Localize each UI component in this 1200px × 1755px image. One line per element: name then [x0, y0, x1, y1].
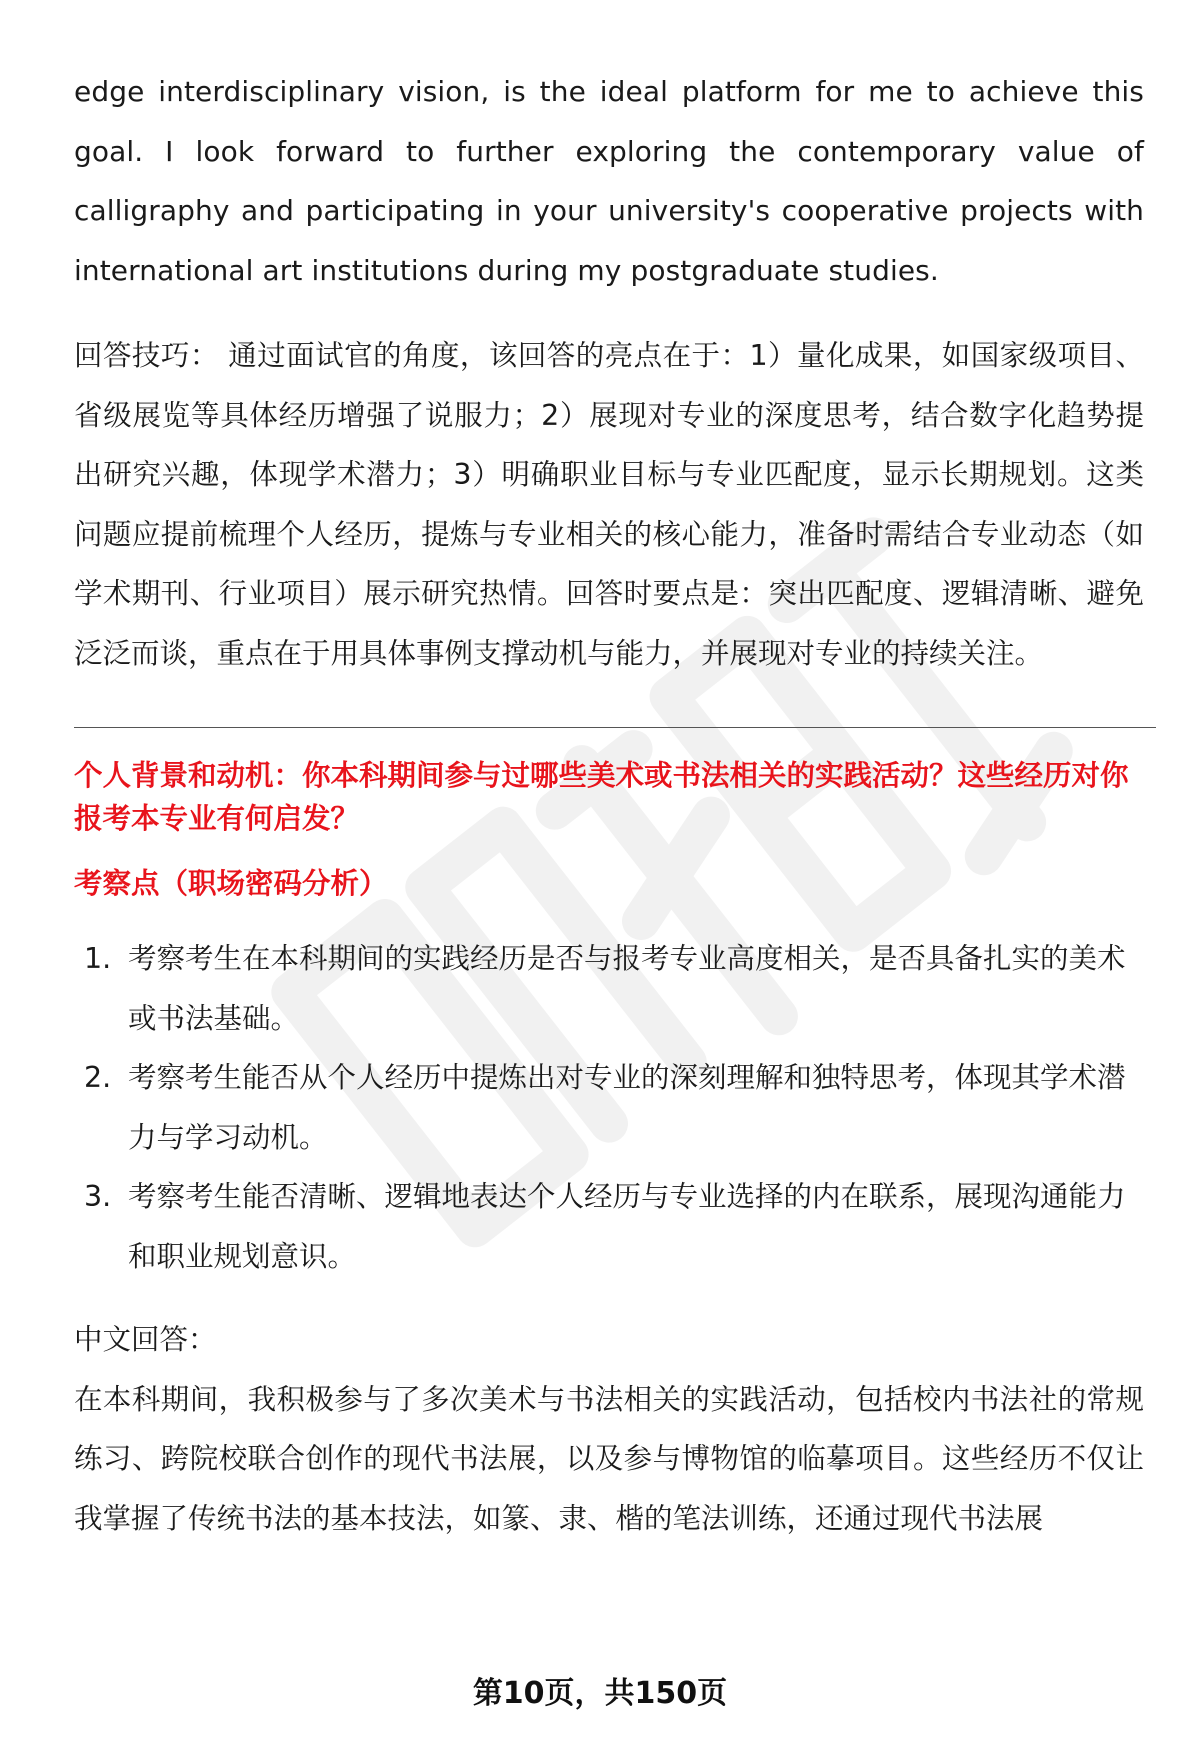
focus-point-text: 考察考生能否从个人经历中提炼出对专业的深刻理解和独特思考，体现其学术潜力与学习动机。: [128, 1061, 1126, 1154]
answer-tips-text: 通过面试官的角度，该回答的亮点在于：1）量化成果，如国家级项目、省级展览等具体经历增强了说服力；2）展现对专业的深度思考，结合数字化趋势提出研究兴趣，体现学术潜力；3）明确职业目标与专业匹配度，显示长期规划。这类问题应提前梳理个人经历，提炼与专业相关的核心能力，准备时需结合专业动态（如学术期刊、行业项目）展示研究热情。回答时要点是：突出匹配度、逻辑清晰、避免泛泛而谈，重点在于用具体事例支撑动机与能力，并展现对专业的持续关注。: [74, 339, 1144, 670]
section-divider: [74, 727, 1156, 728]
focus-point-text: 考察考生能否清晰、逻辑地表达个人经历与专业选择的内在联系，展现沟通能力和职业规划意识。: [128, 1180, 1126, 1273]
focus-point-number: 2.: [84, 1061, 112, 1094]
answer-tips: [74, 326, 1144, 683]
answer-tips-label: 回答技巧：: [74, 339, 219, 372]
focus-point: [74, 1167, 1144, 1286]
document-page: [74, 62, 1144, 1548]
focus-points-list: [74, 929, 1144, 1286]
answer-label: 中文回答：: [74, 1323, 217, 1356]
focus-point-number: 1.: [84, 942, 112, 975]
focus-heading: 考察点（职场密码分析）: [74, 867, 388, 900]
focus-point-text: 考察考生在本科期间的实践经历是否与报考专业高度相关，是否具备扎实的美术或书法基础。: [128, 942, 1126, 1035]
question-heading: 个人背景和动机：你本科期间参与过哪些美术或书法相关的实践活动？这些经历对你报考本专业有何启发？: [74, 759, 1129, 835]
focus-point: [74, 1048, 1144, 1167]
focus-point: [74, 929, 1144, 1048]
page-footer: 第10页，共150页: [472, 1676, 728, 1711]
focus-point-number: 3.: [84, 1180, 112, 1213]
intro-paragraph: edge interdisciplinary vision, is the ideal platform for me to achieve this goal. I look forward to further exploring the contemporary value of calligraphy and participating in your university's cooperative projects with international art institutions during my postgraduate studies.: [74, 75, 1144, 287]
answer-paragraph: 在本科期间，我积极参与了多次美术与书法相关的实践活动，包括校内书法社的常规练习、跨院校联合创作的现代书法展，以及参与博物馆的临摹项目。这些经历不仅让我掌握了传统书法的基本技法，如篆、隶、楷的笔法训练，还通过现代书法展: [74, 1382, 1144, 1535]
